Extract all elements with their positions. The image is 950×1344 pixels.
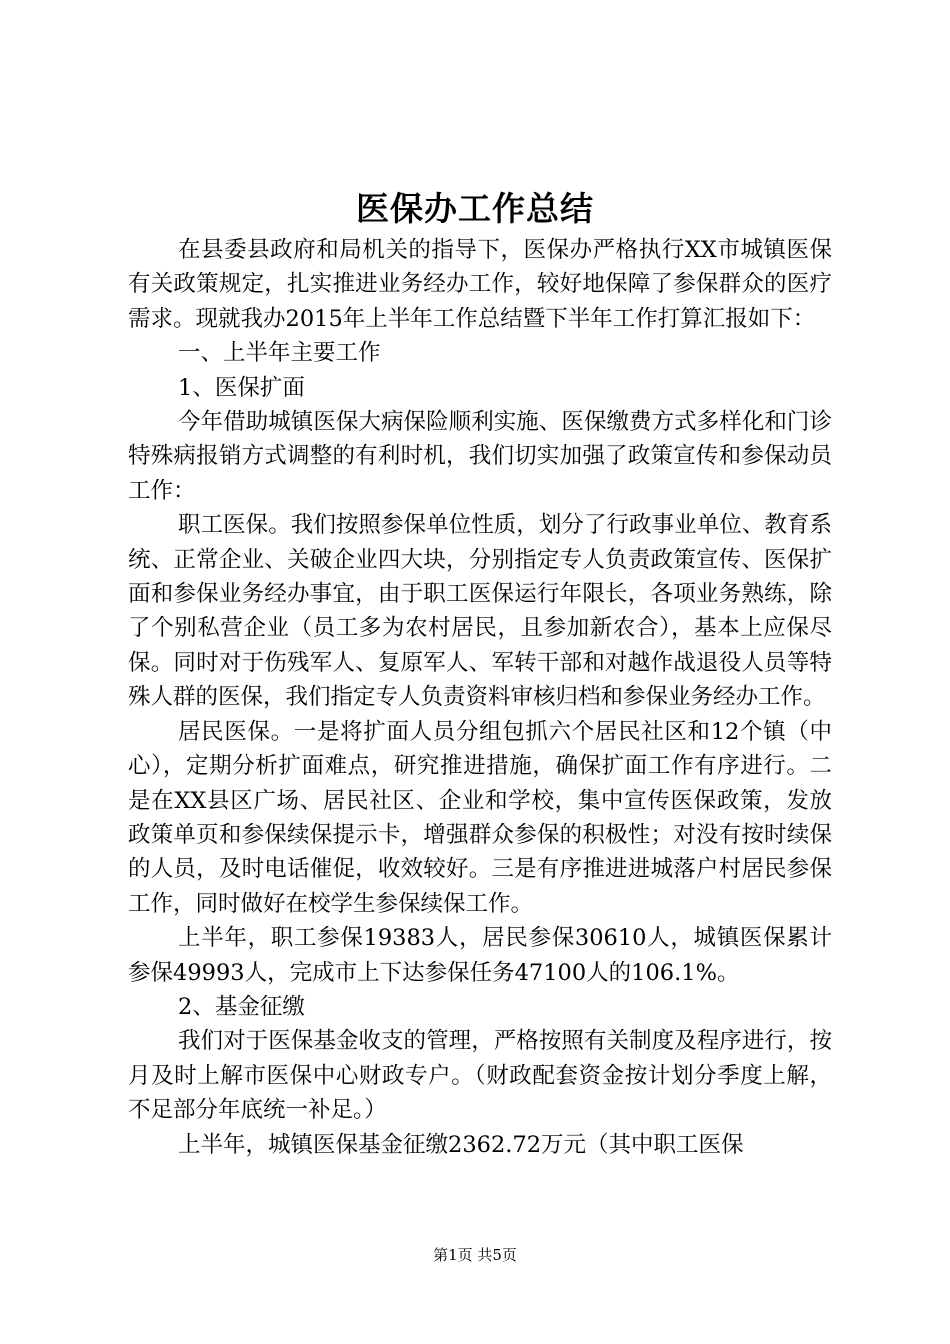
subsection-heading-expansion: 1、医保扩面 — [178, 374, 305, 401]
page-number-footer: 第1页 共5页 — [433, 1246, 517, 1264]
section-heading-main-work: 一、上半年主要工作 — [178, 340, 381, 367]
fund-management-paragraph: 我们对于医保基金收支的管理，严格按照有关制度及程序进行，按月及时上解市医保中心财政专户。（财政配套资金按计划分季度上解，不足部分年底统一补足。） — [128, 1028, 832, 1124]
document-body — [128, 233, 832, 1162]
fund-collection-paragraph: 上半年，城镇医保基金征缴2362.72万元（其中职工医保 — [178, 1131, 744, 1158]
document-title: 医保办工作总结 — [356, 189, 594, 228]
resident-insurance-paragraph: 居民医保。一是将扩面人员分组包抓六个居民社区和12个镇（中心），定期分析扩面难点，研究推进措施，确保扩面工作有序进行。二是在XX县区广场、居民社区、企业和学校，集中宣传医保政策，发放政策单页和参保续保提示卡，增强群众参保的积极性；对没有按时续保的人员，及时电话催促，收效较好。三是有序推进进城落户村居民参保工作，同时做好在校学生参保续保工作。 — [128, 718, 832, 917]
subsection-heading-fund-collection: 2、基金征缴 — [178, 993, 305, 1020]
employee-insurance-paragraph: 职工医保。我们按照参保单位性质，划分了行政事业单位、教育系统、正常企业、关破企业四大块，分别指定专人负责政策宣传、医保扩面和参保业务经办事宜，由于职工医保运行年限长，各项业务熟练，除了个别私营企业（员工多为农村居民，且参加新农合），基本上应保尽保。同时对于伤残军人、复原军人、军转干部和对越作战退役人员等特殊人群的医保，我们指定专人负责资料审核归档和参保业务经办工作。 — [128, 512, 832, 711]
expansion-intro-paragraph: 今年借助城镇医保大病保险顺利实施、医保缴费方式多样化和门诊特殊病报销方式调整的有利时机，我们切实加强了政策宣传和参保动员工作： — [128, 409, 832, 504]
intro-paragraph: 在县委县政府和局机关的指导下，医保办严格执行XX市城镇医保有关政策规定，扎实推进业务经办工作，较好地保障了参保群众的医疗需求。现就我办2015年上半年工作总结暨下半年工作打算汇报如下： — [128, 237, 832, 332]
enrollment-stats-paragraph: 上半年，职工参保19383人，居民参保30610人，城镇医保累计参保49993人，完成市上下达参保任务47100人的106.1%。 — [128, 925, 832, 986]
